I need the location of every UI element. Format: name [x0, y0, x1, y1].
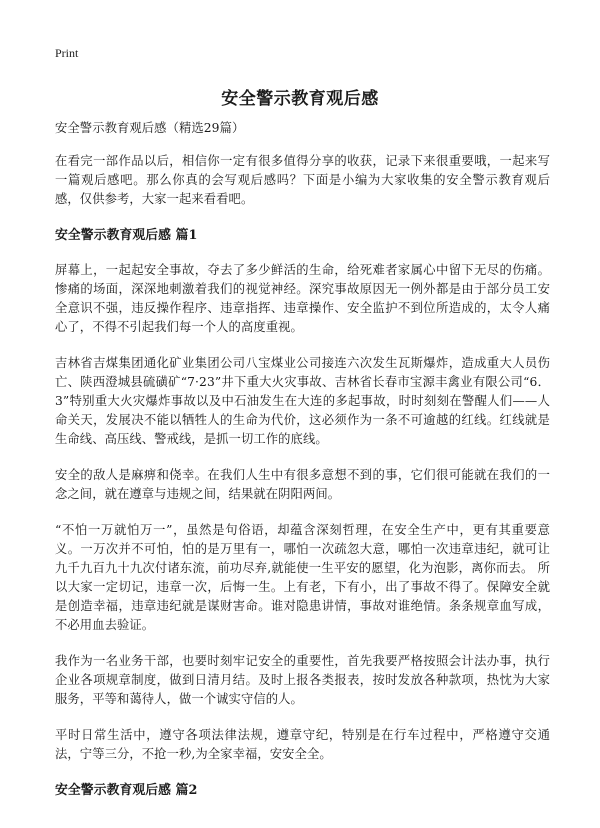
article-body	[55, 119, 550, 816]
page-title: 安全警示教育观后感	[221, 89, 379, 109]
paragraph-3: 安全的敌人是麻痹和侥幸。在我们人生中有很多意想不到的事，它们很可能就在我们的一念之间，就在遵章与违规之间，结果就在阴阳两间。	[55, 468, 550, 501]
paragraph-4: “不怕一万就怕万一”，虽然是句俗语，却蕴含深刻哲理，在安全生产中，更有其重要意义。一万次并不可怕，怕的是万里有一，哪怕一次疏忽大意，哪怕一次违章违纪，就可让九千九百九十九次付诸东流，前功尽弃,就能使一生平安的愿望，化为泡影，离你而去。 所以大家一定切记，违章一次，后悔一生。上有老，下有小，出了事故不得了。保障安全就是创造幸福，违章违纪就是谋财害命。谁对隐患讲情，事故对谁绝情。条条规章血写成，不必用血去验证。	[55, 523, 550, 632]
article-subtitle: 安全警示教育观后感（精选29篇）	[55, 121, 245, 135]
print-link[interactable]: Print	[55, 46, 79, 60]
intro-paragraph: 在看完一部作品以后，相信你一定有很多值得分享的收获，记录下来很重要哦，一起来写一篇观后感吧。那么你真的会写观后感吗？下面是小编为大家收集的安全警示教育观后感，仅供参考，大家一起来看看吧。	[55, 154, 550, 206]
paragraph-6: 平时日常生活中，遵守各项法律法规，遵章守纪，特别是在行车过程中，严格遵守交通法，宁等三分，不抢一秒,为全家幸福，安安全全。	[55, 728, 550, 761]
section-heading-1: 安全警示教育观后感 篇1	[55, 228, 198, 243]
paragraph-5: 我作为一名业务干部，也要时刻牢记安全的重要性，首先我要严格按照会计法办事，执行企业各项规章制度，做到日清月结。及时上报各类报表，按时发放各种款项，热忱为大家服务，平等和蔼待人，做一个诚实守信的人。	[55, 654, 550, 706]
paragraph-2: 吉林省吉煤集团通化矿业集团公司八宝煤业公司接连六次发生瓦斯爆炸，造成重大人员伤亡、陕西澄城县硫磺矿“7·23”井下重大火灾事故、吉林省长春市宝源丰禽业有限公司“6．3”特别重大火灾爆炸事故以及中石油发生在大连的多起事故，时时刻刻在警醒人们——人命关天，发展决不能以牺牲人的生命为代价，这必须作为一条不可逾越的红线。红线就是生命线、高压线、警戒线，是抓一切工作的底线。	[55, 356, 550, 446]
paragraph-1: 屏幕上，一起起安全事故，夺去了多少鲜活的生命，给死难者家属心中留下无尽的伤痛。惨痛的场面，深深地刺激着我们的视觉神经。深究事故原因无一例外都是由于部分员工安全意识不强，违反操作程序、违章指挥、违章操作、安全监护不到位所造成的，太令人痛心了，不得不引起我们每一个人的高度重视。	[55, 263, 550, 334]
section-heading-2: 安全警示教育观后感 篇2	[55, 783, 198, 798]
